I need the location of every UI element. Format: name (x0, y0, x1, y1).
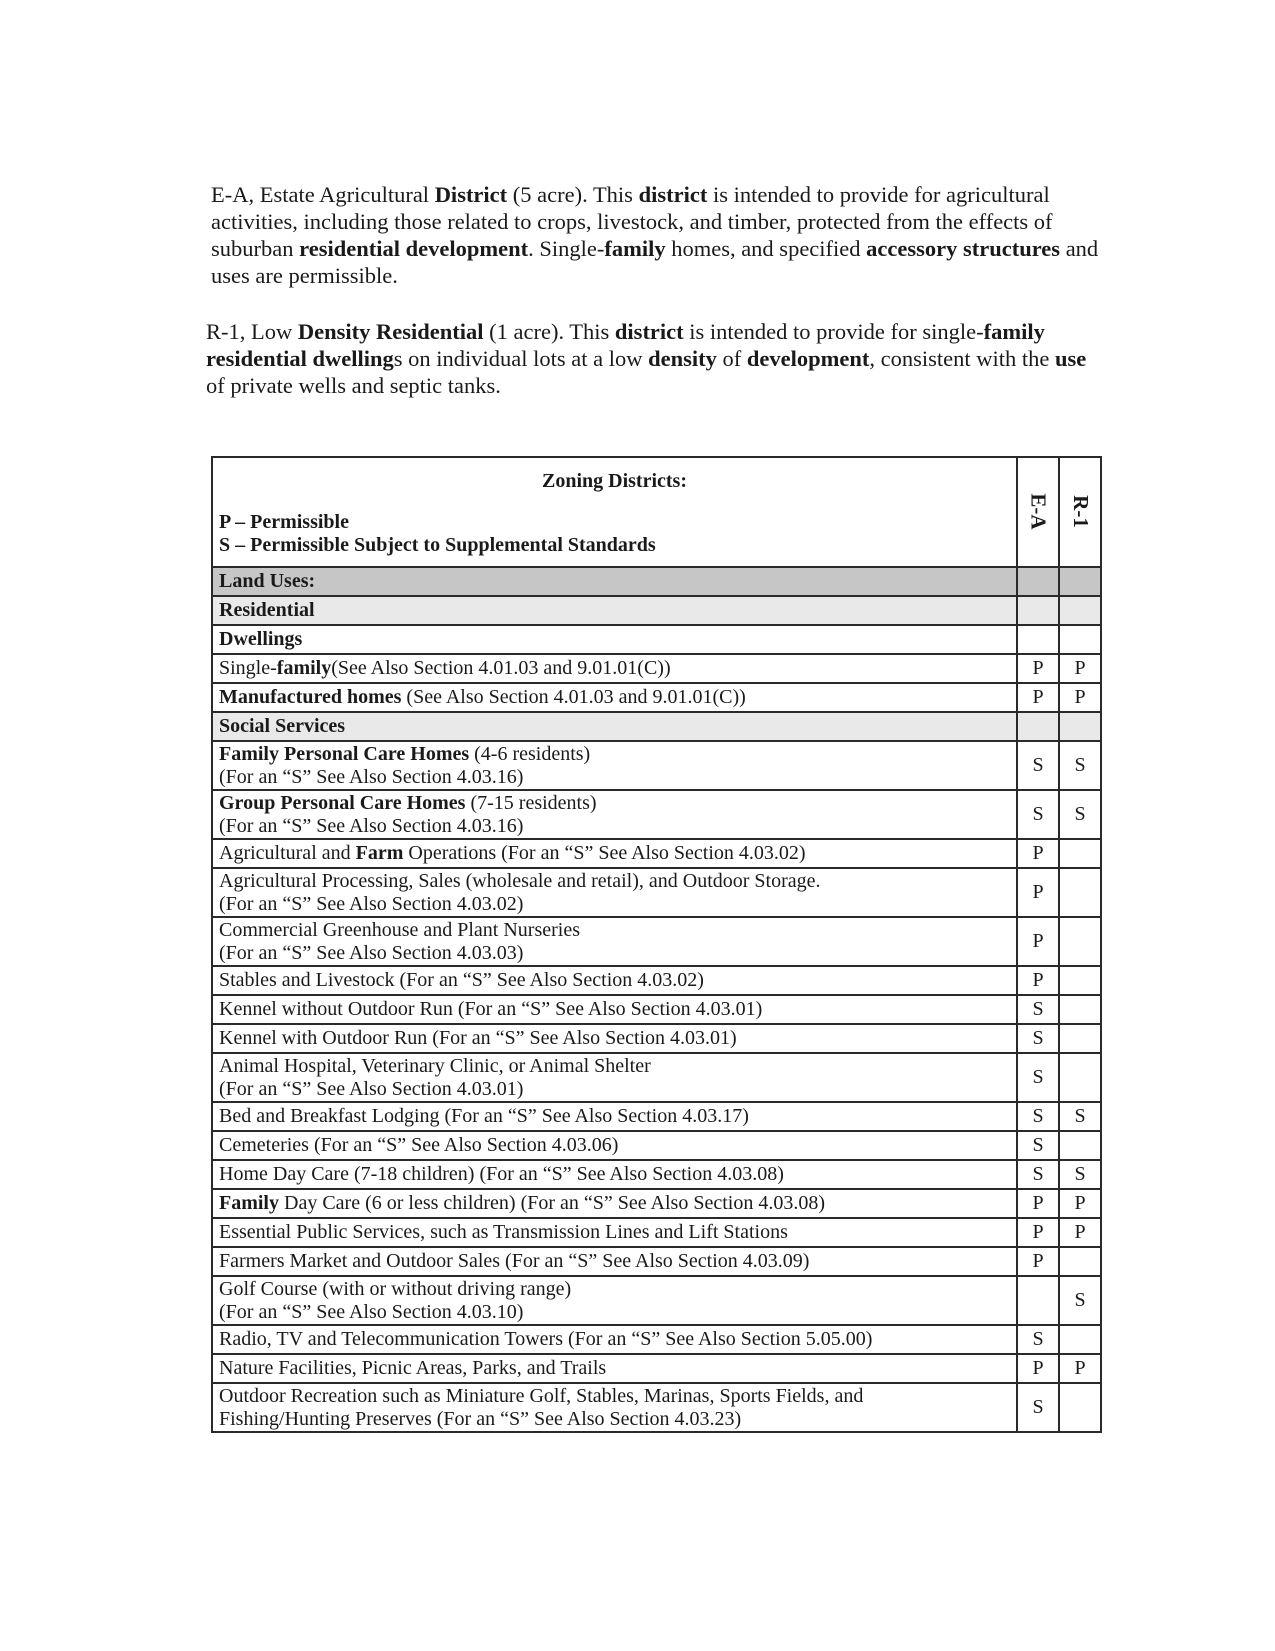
r1-value-cell: P (1059, 1218, 1101, 1247)
r1-value-cell: S (1059, 1160, 1101, 1189)
ea-value-cell: P (1017, 868, 1059, 917)
text-segment: Manufactured homes (219, 686, 402, 708)
r1-value-cell (1059, 868, 1101, 917)
column-label-ea: E-A (1026, 493, 1051, 530)
text-segment: (7-15 residents) (465, 791, 597, 814)
text-segment: Single- (219, 657, 277, 679)
ea-value-cell: P (1017, 1247, 1059, 1276)
r1-value-cell: P (1059, 1354, 1101, 1383)
land-use-cell (212, 868, 1017, 917)
land-use-cell (212, 1102, 1017, 1131)
land-use-cell (212, 1053, 1017, 1102)
r1-value-cell (1059, 1325, 1101, 1354)
ea-value-cell: S (1017, 741, 1059, 790)
ea-value-cell: P (1017, 683, 1059, 712)
text-segment: of private wells and septic tanks. (206, 373, 501, 398)
text-segment: Stables and Livestock (For an “S” See Also Section 4.03.02) (219, 969, 704, 991)
r1-value-cell (1059, 567, 1101, 596)
text-segment: Farmers Market and Outdoor Sales (For an “S” See Also Section 4.03.09) (219, 1250, 810, 1272)
r1-value-cell (1059, 712, 1101, 741)
r1-value-cell (1059, 1383, 1101, 1432)
text-segment: Kennel with Outdoor Run (For an “S” See Also Section 4.03.01) (219, 1027, 737, 1049)
text-segment: Agricultural and (219, 842, 356, 864)
r1-value-cell (1059, 917, 1101, 966)
text-segment: family (276, 657, 332, 679)
column-header-r1 (1059, 457, 1101, 567)
text-segment: s on individual lots at a low (393, 346, 649, 371)
table-row (212, 1102, 1101, 1131)
text-segment: Outdoor Recreation such as Miniature Golf, Stables, Marinas, Sports Fields, and (219, 1384, 864, 1407)
text-segment: is intended to provide for single- (683, 319, 984, 344)
section-row (212, 625, 1101, 654)
text-segment: Fishing/Hunting Preserves (For an “S” See Also Section 4.03.23) (219, 1407, 742, 1430)
table-row (212, 683, 1101, 712)
legend-permissible: P – Permissible (219, 511, 349, 533)
ea-value-cell: S (1017, 995, 1059, 1024)
ea-value-cell: P (1017, 1189, 1059, 1218)
district-description-r1 (206, 318, 1106, 399)
ea-value-cell: S (1017, 1325, 1059, 1354)
text-segment: Cemeteries (For an “S” See Also Section 4.03.06) (219, 1134, 619, 1156)
table-header-cell (212, 457, 1017, 567)
text-segment: (5 acre). This (507, 182, 639, 207)
table-row (212, 1354, 1101, 1383)
ea-value-cell: S (1017, 1160, 1059, 1189)
legend-supplemental: S – Permissible Subject to Supplemental Standards (219, 534, 656, 556)
r1-value-cell: S (1059, 1102, 1101, 1131)
section-row (212, 596, 1101, 625)
land-use-cell (212, 1383, 1017, 1432)
text-segment: Nature Facilities, Picnic Areas, Parks, and Trails (219, 1357, 607, 1379)
text-segment: Group Personal Care Homes (219, 791, 466, 814)
text-segment: (See Also Section 4.01.03 and 9.01.01(C)) (331, 657, 671, 679)
ea-value-cell (1017, 712, 1059, 741)
r1-value-cell (1059, 839, 1101, 868)
text-segment: Land Uses: (219, 570, 316, 592)
text-segment: district (614, 319, 684, 344)
land-use-cell (212, 839, 1017, 868)
table-row (212, 1024, 1101, 1053)
zoning-table (211, 456, 1102, 1433)
table-row (212, 868, 1101, 917)
text-segment: (For an “S” See Also Section 4.03.16) (219, 765, 524, 788)
ea-value-cell: S (1017, 790, 1059, 839)
r1-value-cell (1059, 1024, 1101, 1053)
text-segment: is intended to provide for agricultural activities, including those related to crops, livestock, and timber, protected from the effects of suburban (211, 182, 1053, 261)
text-segment: (For an “S” See Also Section 4.03.10) (219, 1300, 524, 1323)
r1-value-cell (1059, 1131, 1101, 1160)
table-row (212, 741, 1101, 790)
r1-value-cell: S (1059, 1276, 1101, 1325)
table-row (212, 1383, 1101, 1432)
r1-value-cell: S (1059, 741, 1101, 790)
land-use-cell (212, 995, 1017, 1024)
section-row (212, 567, 1101, 596)
text-segment: Kennel without Outdoor Run (For an “S” See Also Section 4.03.01) (219, 998, 763, 1020)
r1-value-cell (1059, 1247, 1101, 1276)
land-use-cell (212, 790, 1017, 839)
text-segment: accessory structures (866, 236, 1061, 261)
text-segment: and uses are permissible. (211, 236, 1099, 288)
district-description-ea (211, 181, 1111, 289)
text-segment: residential development (299, 236, 529, 261)
text-segment: family (604, 236, 666, 261)
text-segment: Social Services (219, 715, 346, 737)
ea-value-cell: P (1017, 917, 1059, 966)
column-label-r1: R-1 (1068, 495, 1093, 528)
r1-value-cell (1059, 995, 1101, 1024)
section-row (212, 712, 1101, 741)
text-segment: . Single- (528, 236, 605, 261)
ea-value-cell: P (1017, 654, 1059, 683)
text-segment: E-A, Estate Agricultural (211, 182, 435, 207)
text-segment: of (716, 346, 747, 371)
text-segment: residential dwelling (206, 346, 394, 371)
land-use-cell (212, 654, 1017, 683)
text-segment: (4-6 residents) (469, 742, 591, 765)
text-segment: Operations (For an “S” See Also Section 4.03.02) (403, 842, 806, 864)
r1-value-cell (1059, 625, 1101, 654)
table-row (212, 1247, 1101, 1276)
text-segment: Radio, TV and Telecommunication Towers (For an “S” See Also Section 5.05.00) (219, 1328, 873, 1350)
text-segment: Density Residential (297, 319, 484, 344)
table-row (212, 917, 1101, 966)
table-row (212, 1131, 1101, 1160)
r1-value-cell (1059, 596, 1101, 625)
land-use-cell (212, 625, 1017, 654)
table-row (212, 966, 1101, 995)
land-use-cell (212, 917, 1017, 966)
ea-value-cell: P (1017, 1354, 1059, 1383)
ea-value-cell: P (1017, 839, 1059, 868)
table-row (212, 839, 1101, 868)
land-use-cell (212, 596, 1017, 625)
column-header-ea (1017, 457, 1059, 567)
land-use-cell (212, 1218, 1017, 1247)
text-segment: development (746, 346, 870, 371)
r1-value-cell: P (1059, 654, 1101, 683)
ea-value-cell: P (1017, 966, 1059, 995)
text-segment: Residential (219, 599, 315, 621)
text-segment: R-1, Low (206, 319, 298, 344)
ea-value-cell (1017, 625, 1059, 654)
text-segment: Family (219, 1192, 279, 1214)
ea-value-cell (1017, 567, 1059, 596)
text-segment: , consistent with the (869, 346, 1055, 371)
text-segment: density (648, 346, 717, 371)
text-segment: Agricultural Processing, Sales (wholesale and retail), and Outdoor Storage. (219, 869, 821, 892)
land-use-cell (212, 741, 1017, 790)
table-row (212, 995, 1101, 1024)
text-segment: Bed and Breakfast Lodging (For an “S” See Also Section 4.03.17) (219, 1105, 749, 1127)
land-use-cell (212, 1247, 1017, 1276)
table-row (212, 790, 1101, 839)
land-use-cell (212, 1325, 1017, 1354)
land-use-cell (212, 1189, 1017, 1218)
text-segment: Commercial Greenhouse and Plant Nurseries (219, 918, 581, 941)
land-use-cell (212, 712, 1017, 741)
text-segment: (For an “S” See Also Section 4.03.03) (219, 941, 524, 964)
text-segment: (For an “S” See Also Section 4.03.01) (219, 1077, 524, 1100)
table-row (212, 1053, 1101, 1102)
text-segment: Essential Public Services, such as Transmission Lines and Lift Stations (219, 1221, 788, 1243)
ea-value-cell: S (1017, 1102, 1059, 1131)
land-use-cell (212, 1354, 1017, 1383)
land-use-cell (212, 567, 1017, 596)
table-row (212, 1189, 1101, 1218)
ea-value-cell: S (1017, 1383, 1059, 1432)
text-segment: homes, and specified (665, 236, 867, 261)
ea-value-cell (1017, 596, 1059, 625)
text-segment: district (638, 182, 708, 207)
text-segment: family (983, 319, 1045, 344)
r1-value-cell (1059, 966, 1101, 995)
table-row (212, 1160, 1101, 1189)
ea-value-cell: S (1017, 1053, 1059, 1102)
land-use-cell (212, 1276, 1017, 1325)
table-header-row (212, 457, 1101, 567)
text-segment: Dwellings (219, 628, 303, 650)
text-segment: (See Also Section 4.01.03 and 9.01.01(C)) (401, 686, 746, 708)
table-row (212, 1218, 1101, 1247)
ea-value-cell: S (1017, 1131, 1059, 1160)
text-segment: (1 acre). This (483, 319, 615, 344)
text-segment: Animal Hospital, Veterinary Clinic, or Animal Shelter (219, 1054, 651, 1077)
text-segment: District (434, 182, 508, 207)
r1-value-cell: P (1059, 1189, 1101, 1218)
text-segment: Golf Course (with or without driving range) (219, 1277, 572, 1300)
land-use-cell (212, 1131, 1017, 1160)
table-row (212, 1325, 1101, 1354)
r1-value-cell (1059, 1053, 1101, 1102)
text-segment: use (1054, 346, 1087, 371)
table-row (212, 654, 1101, 683)
land-use-cell (212, 1024, 1017, 1053)
text-segment: Farm (355, 842, 404, 864)
table-row (212, 1276, 1101, 1325)
ea-value-cell: P (1017, 1218, 1059, 1247)
text-segment: (For an “S” See Also Section 4.03.16) (219, 814, 524, 837)
r1-value-cell: P (1059, 683, 1101, 712)
ea-value-cell: S (1017, 1024, 1059, 1053)
table-title: Zoning Districts: (542, 470, 687, 492)
text-segment: (For an “S” See Also Section 4.03.02) (219, 892, 524, 915)
text-segment: Home Day Care (7-18 children) (For an “S” See Also Section 4.03.08) (219, 1163, 784, 1185)
land-use-cell (212, 683, 1017, 712)
r1-value-cell: S (1059, 790, 1101, 839)
ea-value-cell (1017, 1276, 1059, 1325)
text-segment: Day Care (6 or less children) (For an “S” See Also Section 4.03.08) (279, 1192, 825, 1214)
land-use-cell (212, 966, 1017, 995)
land-use-cell (212, 1160, 1017, 1189)
text-segment: Family Personal Care Homes (219, 742, 470, 765)
